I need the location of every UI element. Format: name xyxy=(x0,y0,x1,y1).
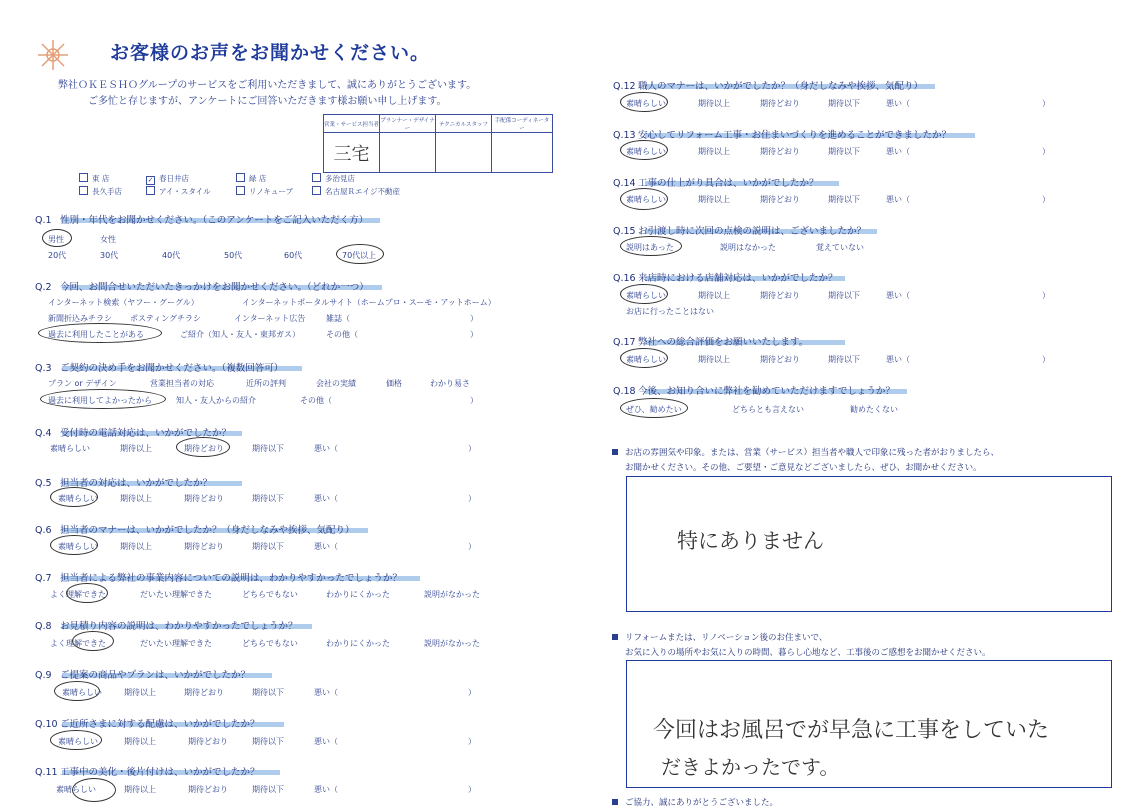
intro-line-2: ご多忙と存じますが、アンケートにご回答いただきます様お願い申し上げます。 xyxy=(88,96,447,107)
page-title: お客様のお声をお聞かせください。 xyxy=(110,42,431,64)
comment-prompt-1b: お聞かせください。その他、ご要望・ご意見などございましたら、ぜひ、お聞かせください。 xyxy=(625,463,982,473)
branch-checkbox[interactable]: アイ・スタイル xyxy=(146,186,211,197)
comment-prompt-1: お店の雰囲気や印象。または、営業（サービス）担当者や職人で印象に残った者がおりましたら、 xyxy=(612,446,999,458)
answer-circle xyxy=(38,323,162,343)
answer-circle xyxy=(620,92,668,112)
answer-circle xyxy=(620,140,668,160)
answer-circle xyxy=(620,284,668,304)
handwritten-comment-1: 特にありません xyxy=(677,529,824,553)
comment-prompt-2: リフォームまたは、リノベーション後のお住まいで、 xyxy=(612,631,827,643)
question-q9: Q.9 ご提案の商品やプランは、いかがでしたか？ xyxy=(35,670,251,681)
answer-circle xyxy=(620,188,668,210)
question-q8: Q.8 お見積り内容の説明は、わかりやすかったでしょうか？ xyxy=(35,621,298,632)
answer-circle xyxy=(50,535,98,555)
thanks-note: ご協力、誠にありがとうございました。 xyxy=(612,796,778,808)
answer-circle xyxy=(54,681,100,701)
branch-checkbox[interactable]: 名古屋Ｒエイジ不動産 xyxy=(312,186,400,197)
question-q4: Q.4 受付時の電話対応は、いかがでしたか？ xyxy=(35,428,232,439)
branch-checkbox[interactable]: ✓ 春日井店 xyxy=(147,174,189,184)
staff-header-technical: テクニカルスタッフ xyxy=(436,115,492,133)
comment-prompt-2b: お気に入りの場所やお気に入りの時間、暮らし心地など、工事後のご感想をお聞かせください。 xyxy=(625,648,991,658)
branch-checkbox[interactable]: リノキューブ xyxy=(236,186,293,197)
answer-circle xyxy=(620,348,668,368)
answer-circle xyxy=(176,437,230,457)
answer-circle xyxy=(336,244,384,264)
intro-line-1: 弊社ＯＫＥＳＨＯグループのサービスをご利用いただきまして、誠にありがとうございます。 xyxy=(58,80,477,91)
answer-circle xyxy=(72,631,114,651)
branch-checkbox[interactable]: 東 店 xyxy=(79,173,109,184)
question-q16: Q.16 来店時における店舗対応は、いかがでしたか？ xyxy=(613,273,838,284)
logo-mark xyxy=(34,36,72,74)
branch-checkbox[interactable]: 長久手店 xyxy=(79,186,122,197)
comment-box-2[interactable] xyxy=(626,660,1112,788)
question-q12: Q.12 職人のマナーは、いかがでしたか？（身だしなみや挨拶、気配り） xyxy=(613,81,924,92)
question-q13: Q.13 安心してリフォーム工事・お住まいづくりを進めることができましたか？ xyxy=(613,130,952,141)
answer-circle xyxy=(40,389,166,409)
question-q11: Q.11 工事中の美化・後片付けは、いかがでしたか？ xyxy=(35,767,260,778)
comment-box-1[interactable] xyxy=(626,476,1112,612)
handwritten-comment-2b: だきよかったです。 xyxy=(661,755,840,779)
staff-name-sales: 三宅 xyxy=(324,133,380,173)
staff-header-sales: 営業・サービス担当者 xyxy=(324,115,380,133)
question-q14: Q.14 工事の仕上がり具合は、いかがでしたか？ xyxy=(613,178,819,189)
question-q17: Q.17 弊社への総合評価をお願いいたします。 xyxy=(613,337,809,348)
answer-circle xyxy=(72,778,116,802)
staff-table xyxy=(323,114,553,173)
answer-circle xyxy=(620,236,682,256)
question-q15: Q.15 お引渡し時に次回の点検の説明は、ございましたか？ xyxy=(613,226,867,237)
question-q7: Q.7 担当者による弊社の事業内容についての説明は、わかりやすかったでしょうか？ xyxy=(35,573,402,584)
question-q18: Q.18 今後、お知り合いに弊社を勧めていただけますでしょうか？ xyxy=(613,386,895,397)
handwritten-comment-2a: 今回はお風呂でが早急に工事をしていた xyxy=(653,718,1050,743)
answer-circle xyxy=(50,487,98,507)
staff-header-planner: プランナー・デザイナー xyxy=(380,115,436,133)
question-q5: Q.5 担当者の対応は、いかがでしたか？ xyxy=(35,478,213,489)
answer-circle xyxy=(42,229,72,247)
question-q6: Q.6 担当者のマナーは、いかがでしたか？（身だしなみや挨拶、気配り） xyxy=(35,525,355,536)
answer-circle xyxy=(66,583,108,603)
branch-checkbox[interactable]: 多治見店 xyxy=(312,173,355,184)
answer-circle xyxy=(620,398,688,418)
question-q2: Q.2 今回、お問合せいただいたきっかけをお聞かせください。（どれか一つ） xyxy=(35,282,369,293)
question-q3: Q.3 ご契約の決め手をお聞かせください。（複数回答可） xyxy=(35,363,284,374)
answer-circle xyxy=(50,730,102,750)
question-q10: Q.10 ご近所さまに対する配慮は、いかがでしたか？ xyxy=(35,719,260,730)
branch-checkbox[interactable]: 緑 店 xyxy=(236,173,266,184)
question-q1: Q.1 性別・年代をお聞かせください。（このアンケートをご記入いただく方） xyxy=(35,215,369,226)
staff-header-coordinator: 手配係コーディネーター xyxy=(492,115,553,133)
